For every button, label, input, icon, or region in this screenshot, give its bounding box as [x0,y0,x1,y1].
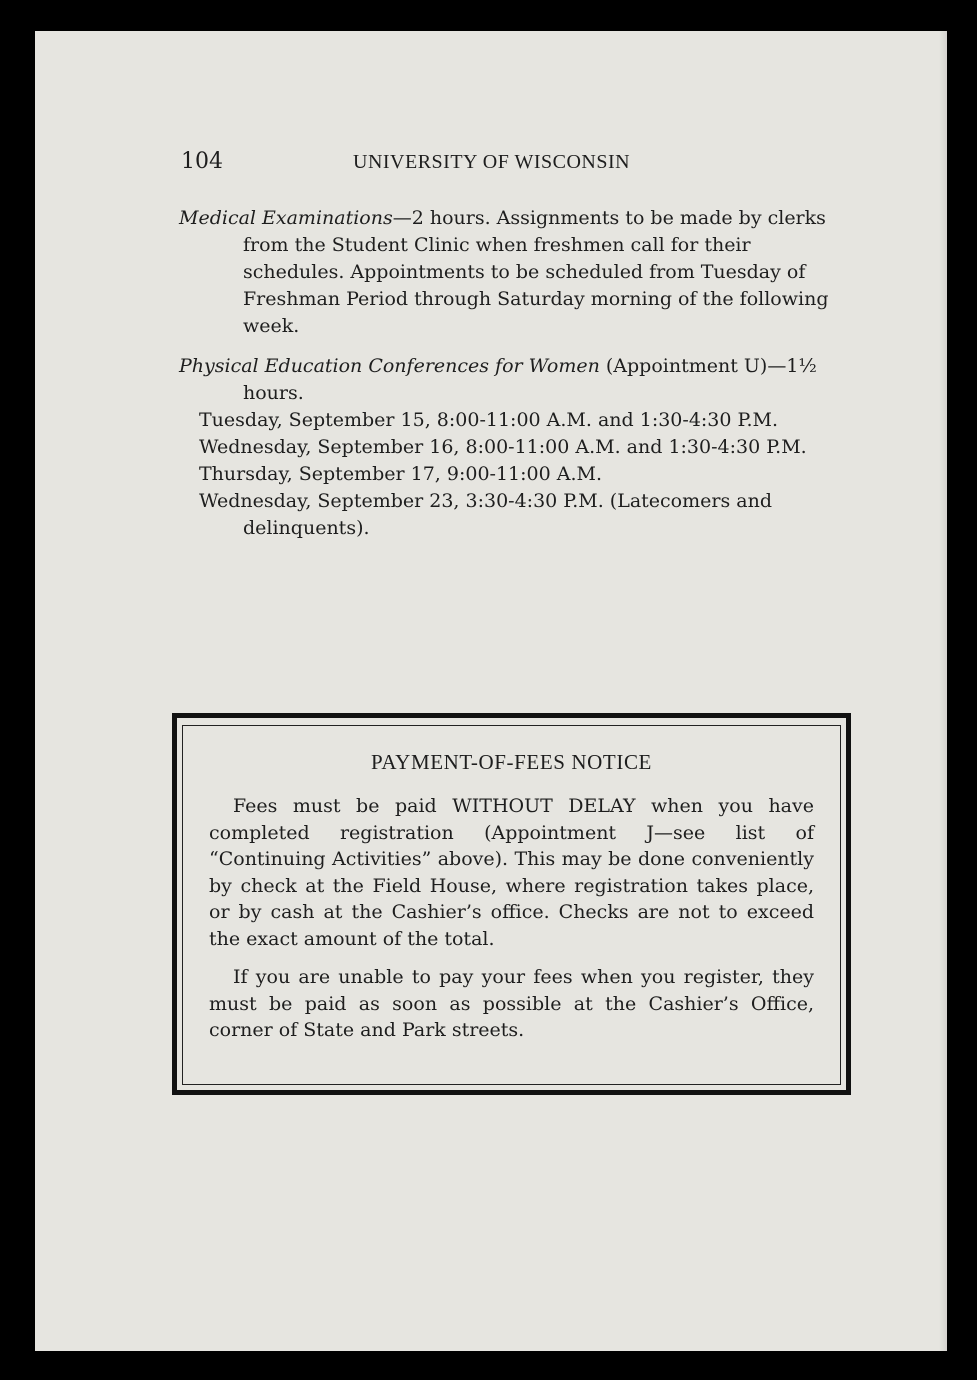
book-page [35,31,947,1351]
payment-notice-inner [182,725,841,1085]
medical-examinations-heading: Medical Examinations [179,207,393,229]
payment-notice-title: PAYMENT-OF-FEES NOTICE [370,750,652,774]
running-head [35,149,947,179]
payment-notice-box [172,713,851,1095]
medical-examinations-text: —2 hours. Assignments to be made by clerks from the Student Clinic when freshmen call for their schedules. Appointments to be scheduled from Tuesday of Freshman Period through Saturday morning of the following week. [243,207,829,337]
page-number: 104 [181,149,223,174]
pe-schedule [179,407,855,542]
pe-conferences-text: (Appointment U)—1½ hours. [243,355,817,404]
payment-notice-paragraph-1: Fees must be paid WITHOUT DELAY when you have completed registration (Appointment J—see list of “Continuing Activities” above). This may be done conveniently by check at the Field House, where registration takes place, or by cash at the Cashier’s office. Checks are not to exceed the exact amount of the total. [209,795,814,950]
pe-conferences-heading: Physical Education Conferences for Women [179,355,600,377]
pe-conferences-entry [179,353,855,407]
schedule-line: Thursday, September 17, 9:00-11:00 A.M. [199,463,602,485]
schedule-line: Wednesday, September 16, 8:00-11:00 A.M. and 1:30-4:30 P.M. [199,436,807,458]
medical-examinations-entry [179,205,855,340]
payment-notice-paragraph-2: If you are unable to pay your fees when you register, they must be paid as soon as possible at the Cashier’s Office, corner of State and Park streets. [209,966,814,1041]
body-text [179,205,855,542]
schedule-line: Wednesday, September 23, 3:30-4:30 P.M. (Latecomers and delinquents). [199,490,772,539]
schedule-line: Tuesday, September 15, 8:00-11:00 A.M. and 1:30-4:30 P.M. [199,409,778,431]
running-head-title: UNIVERSITY OF WISCONSIN [353,151,631,173]
